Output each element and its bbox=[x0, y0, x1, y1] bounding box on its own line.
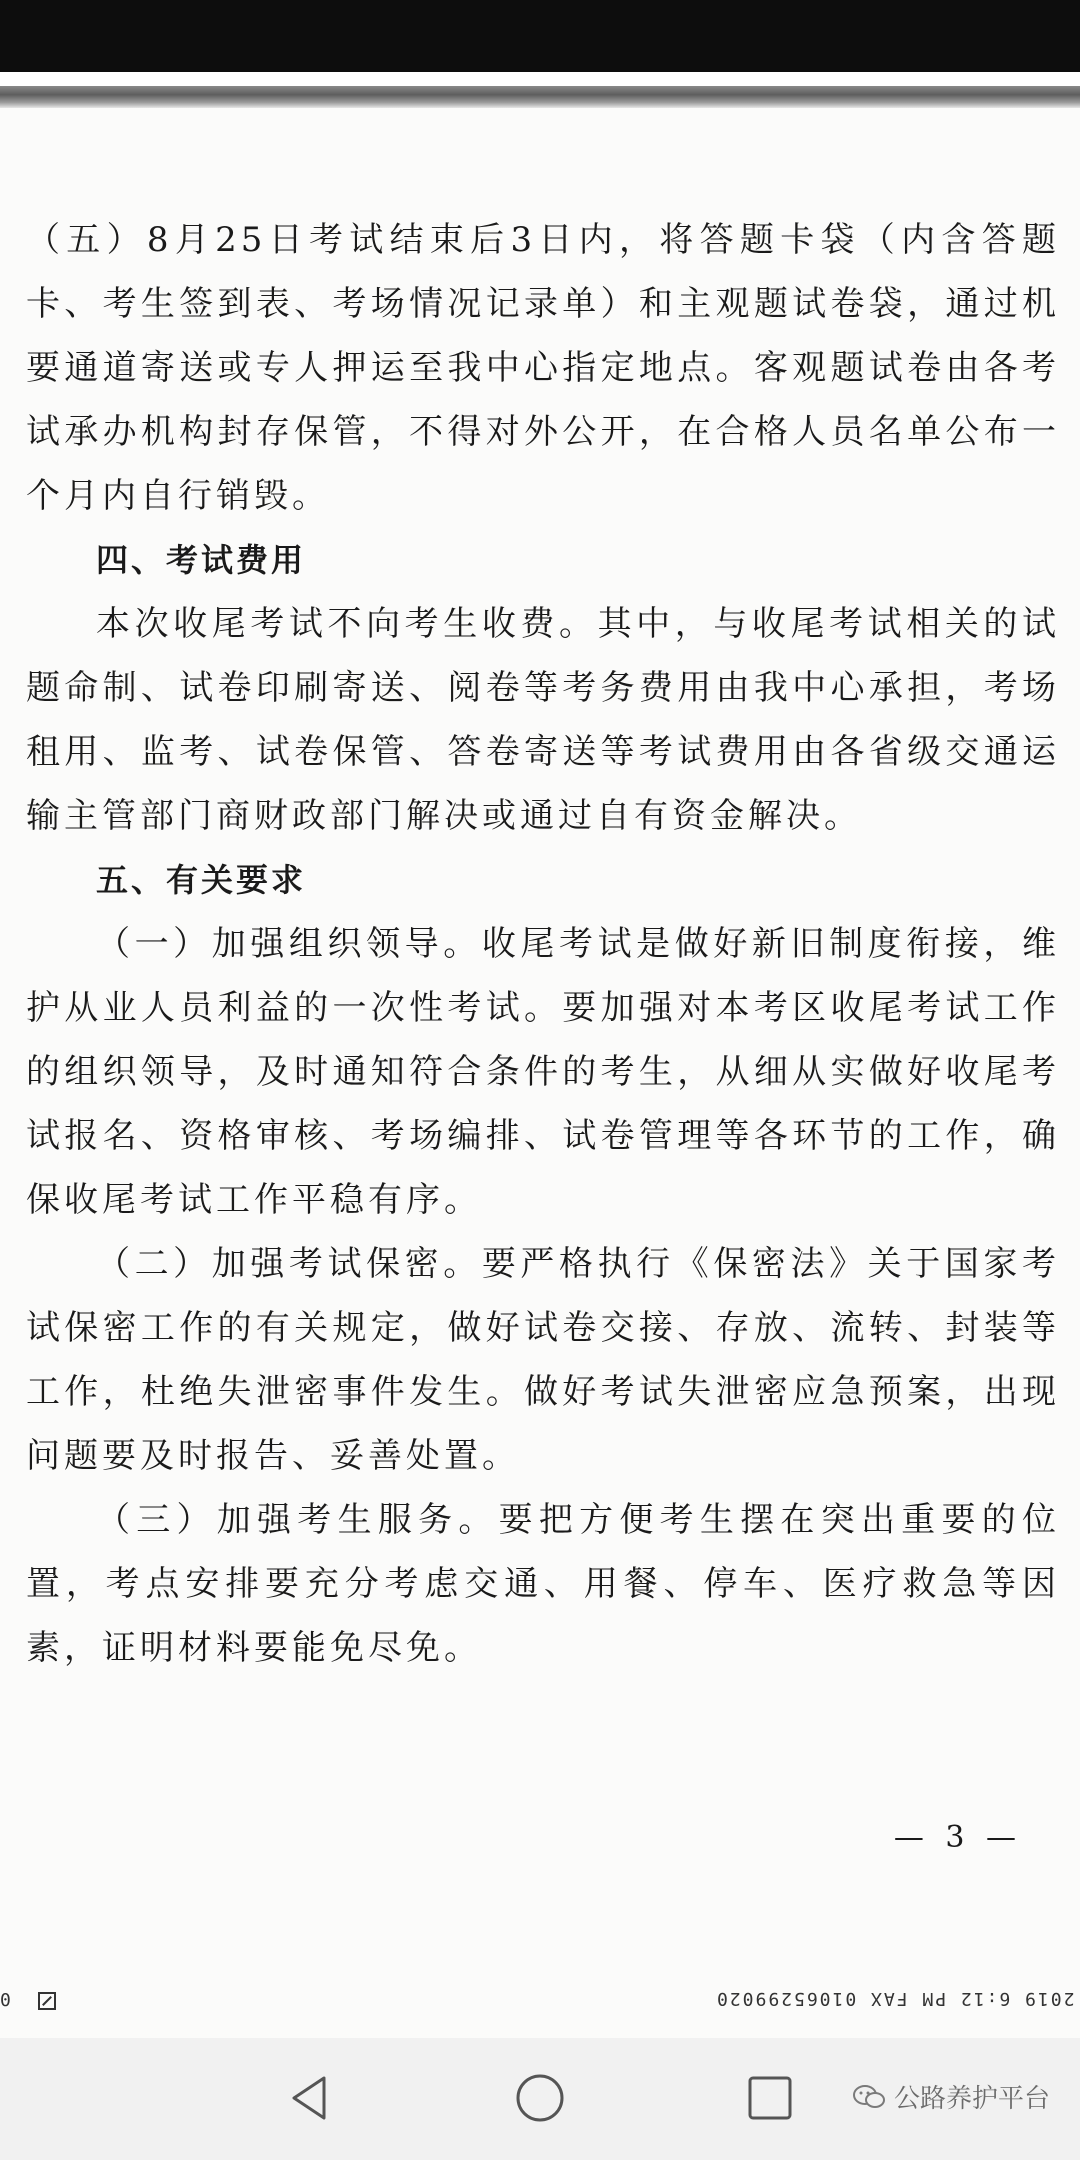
watermark-text: 公路养护平台 bbox=[893, 2084, 1050, 2114]
scan-edge bbox=[0, 86, 1080, 108]
page-number: — 3 — bbox=[893, 1820, 1022, 1855]
paragraph-confidentiality: （二）加强考试保密。要严格执行《保密法》关于国家考试保密工作的有关规定，做好试卷交接、存放、流转、封装等工作，杜绝失泄密事件发生。做好考试失泄密应急预案，出现问题要及时报告、妥善处置。 bbox=[26, 1244, 1060, 1476]
wechat-icon bbox=[852, 2083, 886, 2111]
back-triangle-icon bbox=[280, 2068, 340, 2128]
paragraph-five-submission: （五）8月25日考试结束后3日内，将答题卡袋（内含答题卡、考生签到表、考场情况记录单）和主观题试卷袋，通过机要通道寄送或专人押运至我中心指定地点。客观题试卷由各考试承办机构封存保管，不得对外公开，在合格人员名单公布一个月内自行销毁。 bbox=[26, 220, 1060, 516]
heading-requirements: 五、有关要求 bbox=[96, 861, 307, 899]
paragraph-candidate-service: （三）加强考生服务。要把方便考生摆在突出重要的位置，考点安排要充分考虑交通、用餐、停车、医疗救急等因素，证明材料要能免尽免。 bbox=[26, 1500, 1060, 1668]
watermark bbox=[852, 2078, 1050, 2115]
home-button[interactable] bbox=[510, 2068, 570, 2128]
navigation-bar bbox=[0, 2038, 1080, 2160]
fax-header-line: 2019 6:12 PM FAX 01065299020 bbox=[714, 1988, 1074, 2009]
status-bar bbox=[0, 0, 1080, 72]
back-button[interactable] bbox=[280, 2068, 340, 2128]
recent-apps-button[interactable] bbox=[740, 2068, 800, 2128]
fax-left-mark bbox=[0, 1990, 56, 2011]
paragraph-organization: （一）加强组织领导。收尾考试是做好新旧制度衔接，维护从业人员利益的一次性考试。要加强对本考区收尾考试工作的组织领导，及时通知符合条件的考生，从细从实做好收尾考试报名、资格审核、考场编排、试卷管理等各环节的工作，确保收尾考试工作平稳有序。 bbox=[26, 924, 1060, 1220]
fax-left-text: 0 bbox=[0, 1990, 11, 2011]
paragraph-exam-fees: 本次收尾考试不向考生收费。其中，与收尾考试相关的试题命制、试卷印刷寄送、阅卷等考务费用由我中心承担，考场租用、监考、试卷保管、答卷寄送等考试费用由各省级交通运输主管部门商财政部门解决或通过自有资金解决。 bbox=[26, 604, 1060, 836]
recent-square-icon bbox=[740, 2068, 800, 2128]
heading-exam-fees: 四、考试费用 bbox=[96, 541, 307, 579]
home-circle-icon bbox=[510, 2068, 570, 2128]
document-body bbox=[26, 208, 1060, 1680]
fax-status-icon bbox=[38, 1992, 56, 2010]
